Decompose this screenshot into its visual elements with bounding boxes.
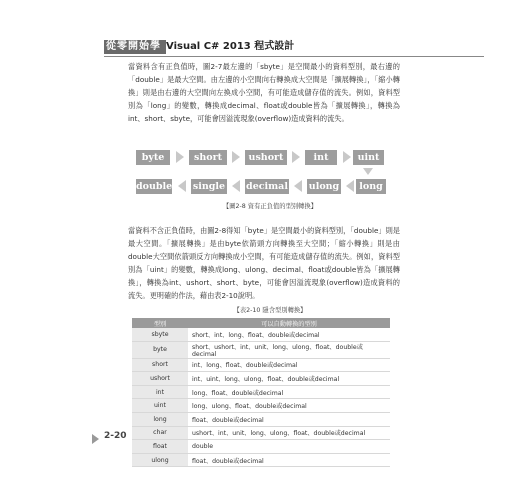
convertible-cell: ushort、int、unit、long、ulong、float、double或decimal xyxy=(188,426,390,440)
type-cell: int xyxy=(132,385,188,399)
page-number: 2-20 xyxy=(104,431,127,441)
left-arrow-icon xyxy=(178,180,186,192)
type-cell: char xyxy=(132,426,188,440)
type-chip-single: single xyxy=(192,181,226,192)
figure-caption: 【圖2-8 資有正負值的型別轉換】 xyxy=(222,203,318,210)
type-cell: byte xyxy=(132,341,188,358)
type-chip-int: int xyxy=(305,150,337,165)
convertible-cell: int、long、float、double或decimal xyxy=(188,358,390,372)
right-arrow-icon xyxy=(343,151,351,163)
type-cell: ulong xyxy=(132,453,188,467)
table-row xyxy=(132,341,390,358)
book-title: Visual C# 2013 程式設計 xyxy=(166,41,295,52)
book-brand: 從零開始學 xyxy=(104,40,166,54)
table-row xyxy=(132,358,390,372)
convertible-cell: long、ulong、float、double或decimal xyxy=(188,399,390,413)
type-cell: short xyxy=(132,358,188,372)
convertible-cell: float、double或decimal xyxy=(188,412,390,426)
table-row xyxy=(132,440,390,454)
convertible-cell: short、ushort、int、unit、long、ulong、float、double或decimal xyxy=(188,341,390,358)
table-row xyxy=(132,328,390,341)
type-cell: uint xyxy=(132,399,188,413)
type-cell: sbyte xyxy=(132,328,188,341)
type-cell: float xyxy=(132,440,188,454)
page-marker-icon xyxy=(92,434,99,444)
type-chip-uint: uint xyxy=(353,150,384,165)
right-arrow-icon xyxy=(292,151,300,163)
type-cell: ushort xyxy=(132,372,188,386)
type-chip-ulong: ulong xyxy=(308,181,340,192)
left-arrow-icon xyxy=(294,180,302,192)
type-chip-short: short xyxy=(189,150,227,165)
implicit-conversion-table xyxy=(132,318,390,467)
table-header-row xyxy=(132,318,390,328)
type-chip-byte: byte xyxy=(136,150,170,165)
table-row xyxy=(132,372,390,386)
type-cell: long xyxy=(132,412,188,426)
down-arrow-icon xyxy=(363,168,373,175)
left-arrow-icon xyxy=(232,180,240,192)
header-rule xyxy=(104,56,484,57)
type-chip-double: double xyxy=(136,181,173,192)
convertible-cell: int、uint、long、ulong、float、double或decimal xyxy=(188,372,390,386)
table-row xyxy=(132,453,390,467)
right-arrow-icon xyxy=(176,151,184,163)
type-chip-long: long xyxy=(356,179,386,194)
right-arrow-icon xyxy=(232,151,240,163)
table-row xyxy=(132,385,390,399)
table-row xyxy=(132,412,390,426)
column-header-type: 型別 xyxy=(132,318,188,328)
convertible-cell: short、int、long、float、double或decimal xyxy=(188,328,390,341)
convertible-cell: long、float、double或decimal xyxy=(188,385,390,399)
table-row xyxy=(132,399,390,413)
type-chip-decimal: decimal xyxy=(246,181,288,192)
convertible-cell: float、double或decimal xyxy=(188,453,390,467)
table-caption: 【表2-10 隱含型別轉換】 xyxy=(233,307,307,314)
convertible-cell: double xyxy=(188,440,390,454)
column-header-convertible: 可以自動轉換的型別 xyxy=(188,318,390,328)
paragraph-unsigned-types: 當資料不含正負值時，由圖2-8得知「byte」是空間最小的資料型別，「double」則是最大空間。「擴展轉換」是由byte依箭頭方向轉換至大空間；「縮小轉換」則是由double大空間依箭頭反方向轉換成小空間，有可能造成儲存值的流失。例如，資料型別為「uint」的變數，轉換成long、ulong、decimal、float或double皆為「擴展轉換」，轉換為int、ushort、short、byte，可能會因溢流現象(overflow)造成資料的流失。更明確的作法，藉由表2-10說明。 xyxy=(128,226,400,300)
table-row xyxy=(132,426,390,440)
left-arrow-icon xyxy=(346,180,354,192)
type-chip-ushort: ushort xyxy=(245,150,287,165)
paragraph-signed-types: 當資料含有正負值時，圖2-7最左邊的「sbyte」是空間最小的資料型別，最右邊的「double」是最大空間。由左邊的小空間向右轉換成大空間是「擴展轉換」，「縮小轉換」則是由右邊的大空間向左換成小空間，有可能造成儲存值的流失。例如，資料型別為「long」的變數，轉換成decimal、float或double皆為「擴展轉換」，轉換為int、short、sbyte，可能會因溢流現象(overflow)造成資料的流失。 xyxy=(128,62,400,123)
